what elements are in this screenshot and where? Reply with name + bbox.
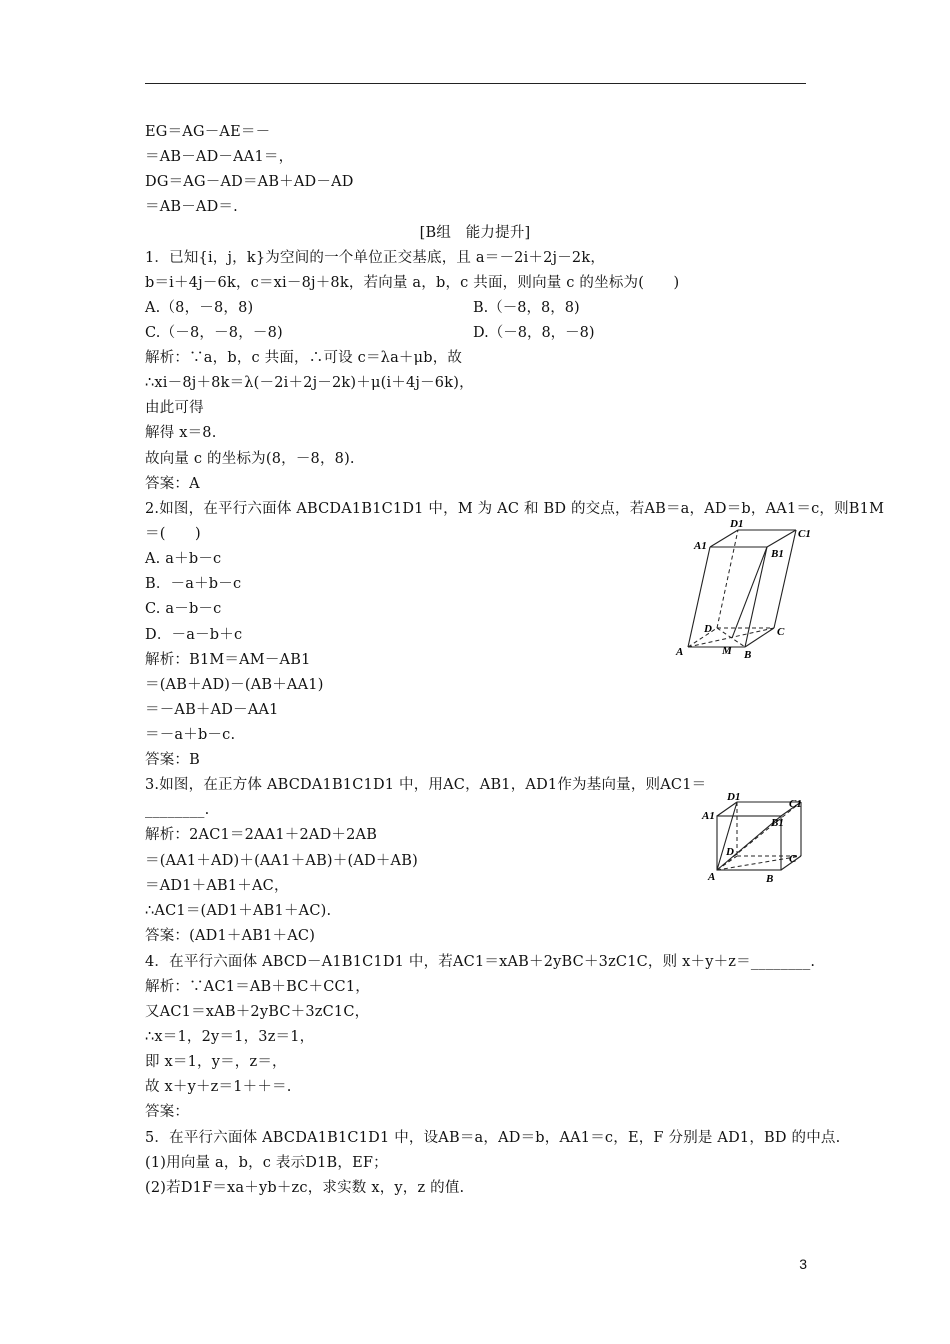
answer-line: 答案：	[145, 1104, 190, 1120]
vertex-label: C1	[789, 798, 802, 810]
option-b: B．－a＋b－c	[145, 576, 242, 592]
option-a: A. a＋b－c	[145, 551, 222, 567]
solution-line: 解析：∵AC1＝AB＋BC＋CC1，	[145, 979, 370, 995]
solution-line: 解析：B1M＝AM－AB1	[145, 652, 311, 668]
solution-line: 故 x＋y＋z＝1＋＋＝.	[145, 1079, 292, 1095]
solution-line: ∴AC1＝(AD1＋AB1＋AC).	[145, 903, 332, 919]
question-3-cont: ________.	[145, 802, 210, 818]
option-a: A.（8，－8，8)	[145, 300, 254, 316]
solution-line: ＝(AB＋AD)－(AB＋AA1)	[145, 677, 324, 693]
solution-line: 即 x＝1，y＝，z＝，	[145, 1054, 287, 1070]
solution-line: ∴x＝1，2y＝1，3z＝1，	[145, 1029, 315, 1045]
question-4: 4．在平行六面体 ABCD－A1B1C1D1 中，若AC1＝xAB＋2yBC＋3zC1C，则 x＋y＋z＝________.	[145, 954, 816, 970]
vertex-label: A1	[702, 810, 715, 822]
vertex-label: D	[704, 623, 712, 635]
question-5-part-2: (2)若D1F＝xa＋yb＋zc，求实数 x，y，z 的值.	[145, 1180, 465, 1196]
parallelepiped-figure	[670, 515, 815, 665]
vertex-label: A1	[694, 540, 707, 552]
vertex-label: C	[789, 853, 797, 865]
solution-line: 解得 x＝8.	[145, 425, 217, 441]
question-5-part-1: (1)用向量 a，b，c 表示D1B，EF；	[145, 1155, 388, 1171]
question-1-cont: b＝i＋4j－6k，c＝xi－8j＋8k，若向量 a，b，c 共面，则向量 c 的坐标为( )	[145, 275, 680, 291]
question-2-cont: ＝( )	[145, 526, 201, 542]
vertex-label: A	[708, 871, 716, 883]
question-3: 3.如图，在正方体 ABCDA1B1C1D1 中，用AC，AB1，AD1作为基向量，则AC1＝	[145, 777, 707, 793]
vertex-label: D1	[727, 791, 741, 803]
solution-line: 由此可得	[145, 400, 204, 416]
vertex-label: D	[726, 846, 734, 858]
question-2: 2.如图，在平行六面体 ABCDA1B1C1D1 中，M 为 AC 和 BD 的交点，若AB＝a，AD＝b，AA1＝c，则B1M	[145, 501, 885, 517]
vertex-label: A	[676, 646, 684, 658]
option-b: B.（－8，8，8)	[473, 300, 580, 316]
text-line: ＝AB－AD－AA1＝，	[145, 149, 294, 165]
vertex-label: B	[766, 873, 774, 885]
solution-line: 解析：∵a，b，c 共面，∴可设 c＝λa＋μb，故	[145, 350, 463, 366]
solution-line: ＝AD1＋AB1＋AC，	[145, 878, 289, 894]
vertex-label: D1	[730, 518, 744, 530]
vertex-label: M	[722, 645, 732, 657]
section-heading: [B组 能力提升]	[419, 225, 531, 241]
solution-line: 解析：2AC1＝2AA1＋2AD＋2AB	[145, 827, 378, 843]
solution-line: 故向量 c 的坐标为(8，－8，8).	[145, 451, 355, 467]
cube-figure	[700, 788, 810, 886]
solution-line: ＝－AB＋AD－AA1	[145, 702, 279, 718]
text-line: ＝AB－AD＝.	[145, 199, 238, 215]
solution-line: ＝(AA1＋AD)＋(AA1＋AB)＋(AD＋AB)	[145, 853, 418, 869]
option-d: D．－a－b＋c	[145, 627, 243, 643]
solution-line: 又AC1＝xAB＋2yBC＋3zC1C，	[145, 1004, 370, 1020]
text-line: EG＝AG－AE＝－	[145, 124, 271, 140]
answer-line: 答案：(AD1＋AB1＋AC)	[145, 928, 316, 944]
vertex-label: C	[777, 626, 785, 638]
vertex-label: C1	[798, 528, 811, 540]
vertex-label: B	[744, 649, 752, 661]
answer-line: 答案：B	[145, 752, 200, 768]
text-line: DG＝AG－AD＝AB＋AD－AD	[145, 174, 354, 190]
question-5: 5．在平行六面体 ABCDA1B1C1D1 中，设AB＝a，AD＝b，AA1＝c，E，F 分别是 AD1，BD 的中点.	[145, 1130, 841, 1146]
option-d: D.（－8，8，－8)	[473, 325, 595, 341]
header-rule	[145, 83, 806, 84]
option-c: C.（－8，－8，－8)	[145, 325, 283, 341]
vertex-label: B1	[771, 817, 784, 829]
answer-line: 答案：A	[145, 476, 200, 492]
vertex-label: B1	[771, 548, 784, 560]
solution-line: ＝－a＋b－c.	[145, 727, 236, 743]
solution-line: ∴xi－8j＋8k＝λ(－2i＋2j－2k)＋μ(i＋4j－6k)，	[145, 375, 474, 391]
question-1: 1．已知{i，j，k}为空间的一个单位正交基底，且 a＝－2i＋2j－2k，	[145, 250, 606, 266]
page-number: 3	[799, 1256, 807, 1272]
option-c: C. a－b－c	[145, 601, 222, 617]
